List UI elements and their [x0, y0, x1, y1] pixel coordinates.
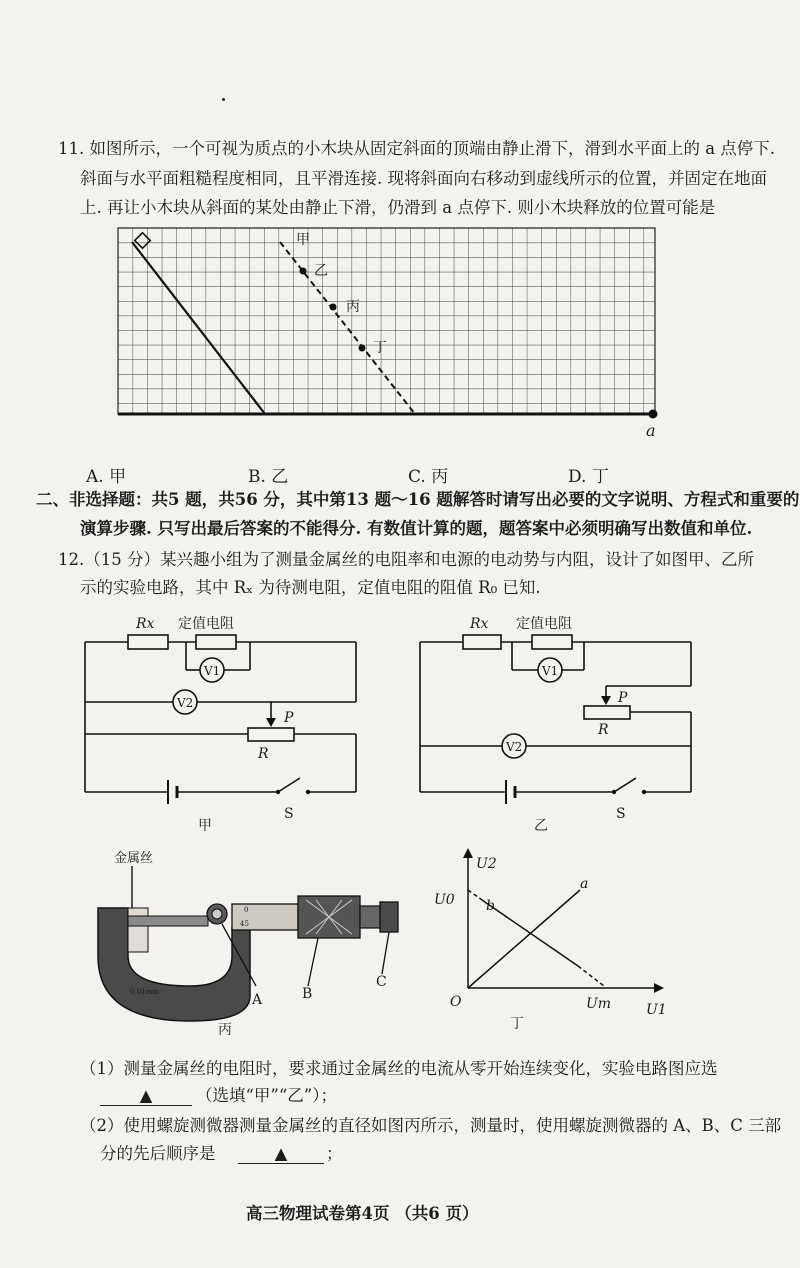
- point-ding: [359, 345, 366, 352]
- line-b: [482, 900, 578, 966]
- q11-line-1: 11. 如图所示，一个可视为质点的小木块从固定斜面的顶端由静止滑下，滑到水平面上的 a 点停下.: [58, 139, 776, 158]
- scale-45: 45: [240, 920, 249, 928]
- resistor-fixed: [532, 635, 572, 649]
- rheostat-r: [248, 728, 294, 741]
- page-footer: 高三物理试卷第4页 （共6 页）: [246, 1204, 479, 1223]
- slider-p-arrow: [601, 696, 611, 705]
- label-b: B: [302, 986, 313, 1002]
- line-a: [468, 890, 580, 988]
- label-c: C: [376, 974, 387, 990]
- label-ding: 丁: [373, 340, 387, 356]
- micrometer-figure: [80, 846, 430, 1038]
- label-rx: Rx: [470, 616, 489, 632]
- point-a: [649, 410, 658, 419]
- q12-line-1: 12.（15 分）某兴趣小组为了测量金属丝的电阻率和电源的电动势与内阻，设计了如图甲、乙所: [58, 550, 754, 569]
- graph-ding: [420, 846, 680, 1038]
- incline-grid-figure: [110, 222, 680, 442]
- label-v1: V1: [542, 664, 559, 678]
- anvil-spindle: [128, 916, 208, 926]
- circuit-jia: [60, 606, 390, 834]
- label-a: a: [646, 421, 656, 440]
- resistor-rx: [128, 635, 168, 649]
- rheostat-r: [584, 706, 630, 719]
- option-a: A. 甲: [86, 467, 127, 487]
- speck: [222, 98, 225, 101]
- option-b: B. 乙: [248, 467, 289, 487]
- circuit-yi: [408, 606, 708, 834]
- resistor-fixed: [196, 635, 236, 649]
- label-a: A: [252, 992, 263, 1008]
- point-bing: [330, 304, 337, 311]
- sub2-answer-blank[interactable]: [238, 1146, 324, 1164]
- label-u1: U1: [646, 1002, 667, 1018]
- label-origin: O: [450, 994, 462, 1010]
- sub2-line-2: 分的先后顺序是: [100, 1144, 216, 1163]
- scale-zero: 0: [244, 906, 249, 914]
- label-s: S: [284, 806, 294, 822]
- label-jia: 甲: [296, 232, 310, 248]
- label-fixed-resistor: 定值电阻: [516, 616, 572, 632]
- caption-yi: 乙: [534, 818, 548, 834]
- q11-line-2: 斜面与水平面粗糙程度相同，且平滑连接. 现将斜面向右移动到虚线所示的位置，并固定在地面: [80, 169, 767, 188]
- section2-line-1: 二、非选择题：共5 题，共56 分，其中第13 题～16 题解答时请写出必要的文字说明、方程式和重要的: [36, 490, 800, 509]
- option-c: C. 丙: [408, 467, 449, 487]
- point-yi: [300, 268, 307, 275]
- label-rx: Rx: [136, 616, 155, 632]
- option-d: D. 丁: [568, 467, 609, 487]
- slider-p-arrow: [266, 718, 276, 727]
- sub2-line-2-suffix: ；: [326, 1144, 343, 1163]
- q11-line-3: 上. 再让小木块从斜面的某处由静止下滑，仍滑到 a 点停下. 则小木块释放的位置可能是: [80, 198, 716, 217]
- sub1-line-1: （1）测量金属丝的电阻时，要求通过金属丝的电流从零开始连续变化，实验电路图应选: [80, 1059, 718, 1078]
- metal-wire-gap: [128, 908, 148, 952]
- sub1-line-2: （选填“甲”“乙”）；: [196, 1086, 337, 1105]
- ratchet-c: [380, 902, 398, 932]
- label-p: P: [618, 690, 628, 706]
- label-yi: 乙: [314, 263, 328, 279]
- caption-ding: 丁: [510, 1016, 524, 1032]
- label-u0: U0: [434, 892, 455, 908]
- label-fixed-resistor: 定值电阻: [178, 616, 234, 632]
- label-v1: V1: [204, 664, 221, 678]
- caption-jia: 甲: [198, 818, 212, 834]
- blank-marker: ▲: [139, 1086, 153, 1105]
- section2-line-2: 演算步骤. 只写出最后答案的不能得分. 有数值计算的题，题答案中必须明确写出数值和单位.: [80, 519, 753, 538]
- resistor-rx: [463, 635, 501, 649]
- label-bing: 丙: [346, 299, 360, 315]
- label-wire: 金属丝: [114, 851, 154, 866]
- frame-scale-text: 0.01mm: [130, 988, 159, 996]
- label-um: Um: [586, 996, 612, 1012]
- label-r: R: [258, 746, 269, 762]
- label-r: R: [598, 722, 609, 738]
- sub1-answer-blank[interactable]: [100, 1088, 192, 1106]
- label-u2: U2: [476, 856, 497, 872]
- grid: [118, 228, 655, 414]
- sub2-line-1: （2）使用螺旋测微器测量金属丝的直径如图丙所示，测量时，使用螺旋测微器的 A、B、C 三部: [80, 1116, 782, 1135]
- label-p: P: [284, 710, 294, 726]
- blank-marker: ▲: [274, 1144, 288, 1163]
- label-b: b: [486, 898, 495, 914]
- caption-bing: 丙: [218, 1022, 232, 1038]
- q12-line-2: 示的实验电路，其中 Rₓ 为待测电阻，定值电阻的阻值 R₀ 已知.: [80, 578, 541, 597]
- label-v2: V2: [177, 696, 194, 710]
- label-v2: V2: [506, 740, 523, 754]
- label-a: a: [580, 876, 589, 892]
- label-s: S: [616, 806, 626, 822]
